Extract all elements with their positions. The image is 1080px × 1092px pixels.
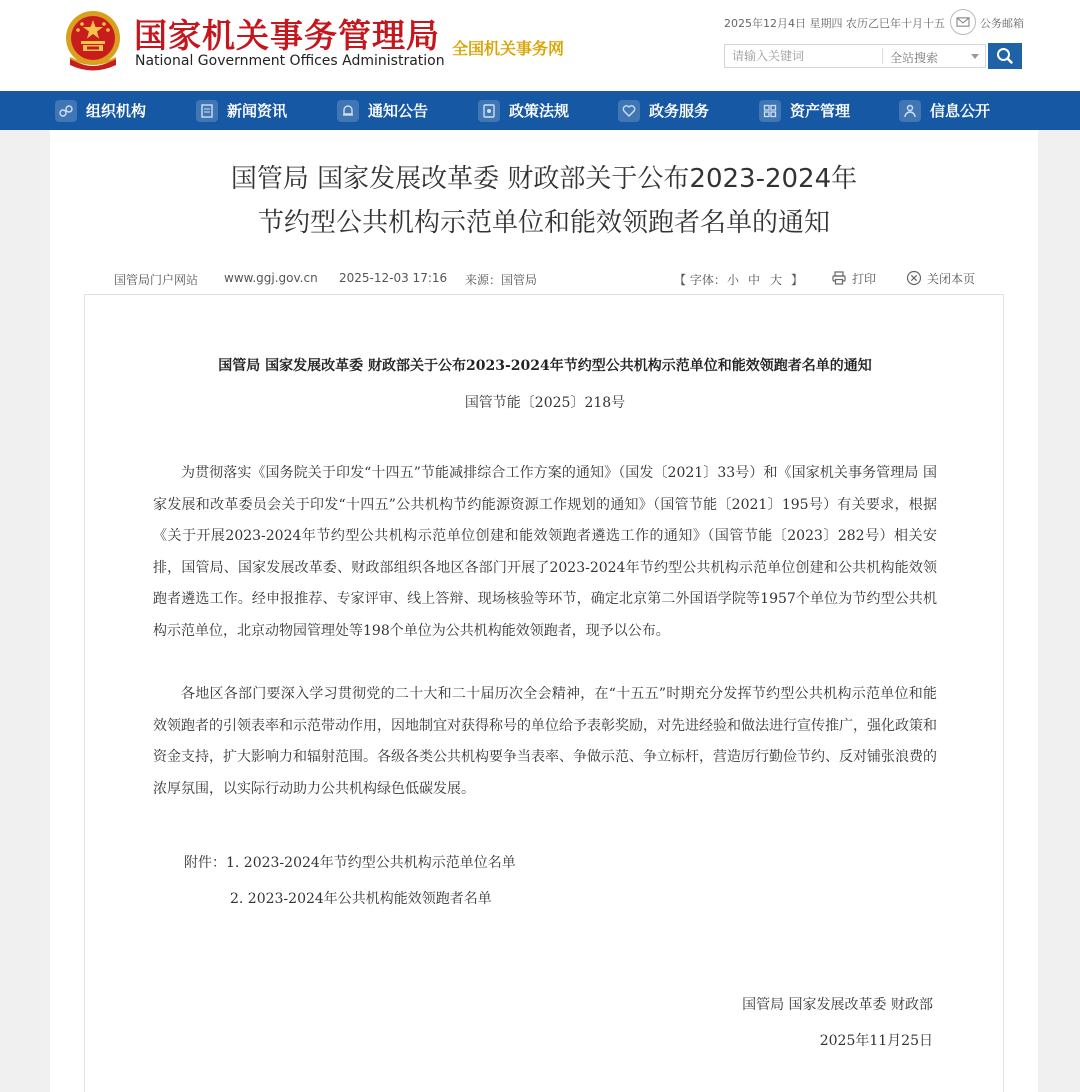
nav-item-label: 新闻资讯 [227, 102, 288, 120]
nav-item-notice[interactable] [337, 91, 428, 130]
service-icon [618, 100, 640, 122]
close-page-label: 关闭本页 [927, 272, 976, 286]
sign-date: 2025年11月25日 [819, 1033, 933, 1049]
search-scope-select[interactable]: 全站搜索 [890, 51, 939, 65]
national-emblem-icon[interactable] [64, 10, 122, 72]
meta-site: 国管局门户网站 [114, 273, 199, 287]
site-name-link[interactable]: 全国机关事务网 [452, 39, 565, 58]
nav-item-label: 资产管理 [790, 102, 851, 120]
org-icon [55, 100, 77, 122]
nav-item-asset[interactable] [759, 91, 850, 130]
close-icon [906, 270, 922, 286]
font-medium-button[interactable]: 中 [748, 273, 761, 287]
meta-source: 来源：国管局 [465, 273, 538, 287]
info-icon [899, 100, 921, 122]
mail-icon[interactable] [950, 9, 976, 35]
print-label: 打印 [852, 272, 877, 286]
asset-icon [759, 100, 781, 122]
document-title: 国管局 国家发展改革委 财政部关于公布2023-2024年节约型公共机构示范单位和能效领跑者名单的通知 [218, 358, 872, 374]
paragraph-2: 各地区各部门要深入学习贯彻党的二十大和二十届历次全会精神，在“十五五”时期充分发挥节约型公共机构示范单位和能效领跑者的引领表率和示范带动作用，因地制宜对获得称号的单位给予表彰奖励，对先进经验和做法进行宣传推广，强化政策和资金支持，扩大影响力和辐射范围。各级各类公共机构要争当表率、争做示范、争立标杆，营造厉行勤俭节约、反对铺张浪费的浓厚氛围，以实际行动助力公共机构绿色低碳发展。 [153, 686, 937, 797]
title-line-2: 节约型公共机构示范单位和能效领跑者名单的通知 [257, 208, 830, 238]
nav-item-label: 通知公告 [368, 102, 429, 120]
meta-url: www.ggj.gov.cn [224, 271, 318, 285]
nav-item-label: 组织机构 [86, 102, 147, 120]
org-name-cn[interactable]: 国家机关事务管理局 [134, 16, 440, 55]
font-large-button[interactable]: 大 [770, 273, 783, 287]
nav-item-org[interactable] [55, 91, 146, 130]
content-panel [50, 130, 1038, 1092]
bell-icon [337, 100, 359, 122]
org-name-en: National Government Offices Administration [135, 53, 445, 69]
site-header [0, 0, 1080, 91]
nav-item-info[interactable] [899, 91, 990, 130]
mail-link[interactable]: 公务邮箱 [980, 17, 1024, 30]
nav-item-label: 信息公开 [930, 102, 991, 120]
nav-item-service[interactable] [618, 91, 709, 130]
meta-datetime: 2025-12-03 17:16 [339, 271, 448, 285]
policy-icon [478, 100, 500, 122]
search-input[interactable] [725, 45, 882, 67]
main-nav [0, 91, 1080, 130]
nav-item-label: 政策法规 [509, 102, 570, 120]
search-box [724, 44, 986, 68]
font-size-close-bracket: 】 [791, 273, 804, 287]
nav-item-label: 政务服务 [649, 102, 710, 120]
printer-icon [831, 270, 847, 286]
title-line-1: 国管局 国家发展改革委 财政部关于公布2023-2024年 [230, 164, 858, 194]
font-size-label: 【 字体： [674, 273, 726, 287]
attachment-2[interactable]: 2. 2023-2024年公共机构能效领跑者名单 [230, 891, 492, 907]
document-number: 国管节能〔2025〕218号 [464, 395, 626, 411]
font-small-button[interactable]: 小 [727, 273, 740, 287]
search-button[interactable] [988, 43, 1022, 69]
paragraph-1: 为贯彻落实《国务院关于印发“十四五”节能减排综合工作方案的通知》（国发〔2021〕33号）和《国家机关事务管理局 国家发展和改革委员会关于印发“十四五”公共机构节约能源资源工作规划的通知》（国管节能〔2021〕195号）有关要求，根据《关于开展2023-2024年节约型公共机构示范单位创建和能效领跑者遴选工作的通知》（国管节能〔2023〕282号）相关安排，国管局、国家发展改革委、财政部组织各地区各部门开展了2023-2024年节约型公共机构示范单位创建和公共机构能效领跑者遴选工作。经申报推荐、专家评审、线上答辩、现场核验等环节，确定北京第二外国语学院等1957个单位为节约型公共机构示范单位，北京动物园管理处等198个单位为公共机构能效领跑者，现予以公布。 [153, 465, 937, 639]
page-title [50, 157, 1038, 245]
print-button[interactable] [831, 270, 876, 287]
date-line: 2025年12月4日 星期四 农历乙巳年十月十五 [724, 17, 945, 30]
attachment-1[interactable]: 附件：1. 2023-2024年节约型公共机构示范单位名单 [184, 855, 516, 871]
nav-item-policy[interactable] [478, 91, 569, 130]
search-icon [988, 43, 1022, 69]
signatories: 国管局 国家发展改革委 财政部 [742, 997, 933, 1013]
search-divider [882, 48, 883, 64]
close-page-button[interactable] [906, 270, 975, 287]
chevron-down-icon[interactable] [971, 54, 979, 59]
news-icon [196, 100, 218, 122]
nav-item-news[interactable] [196, 91, 287, 130]
article-body [84, 295, 1004, 1092]
